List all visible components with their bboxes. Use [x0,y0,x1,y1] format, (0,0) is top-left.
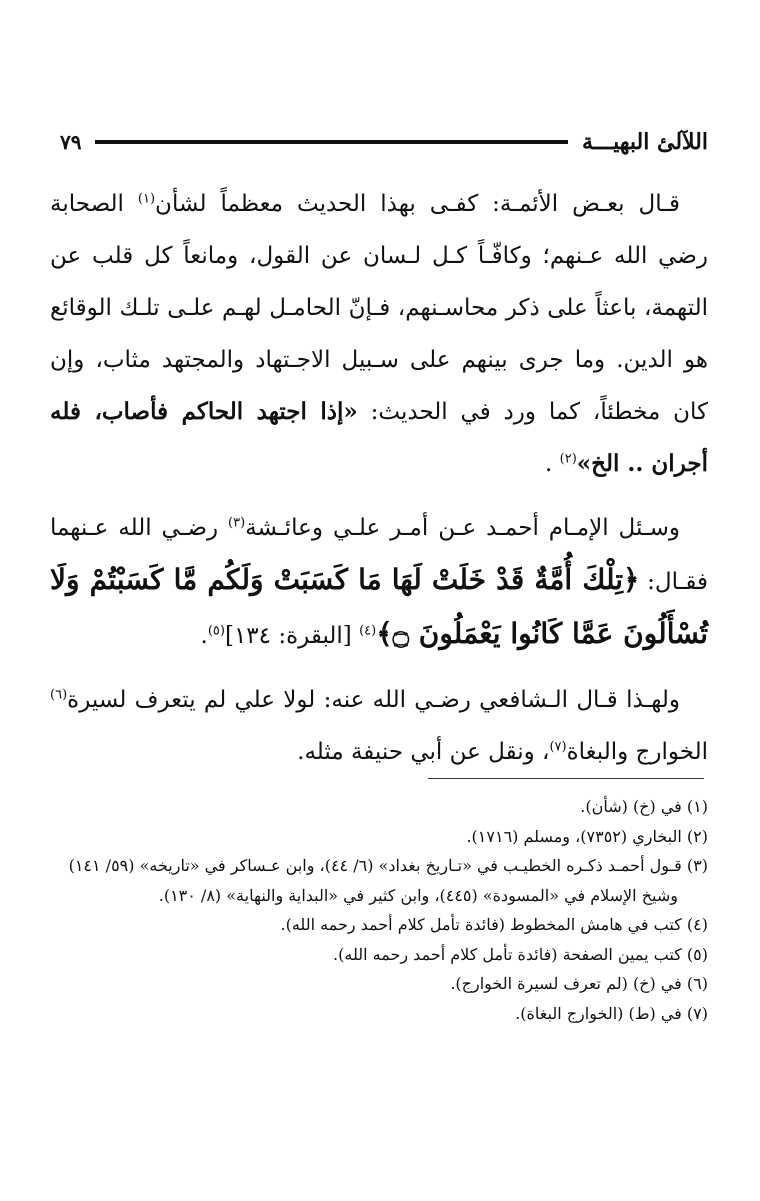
footnote-5: (٥) كتب يمين الصفحة (فائدة تأمل كلام أحمد رحمه الله). [333,944,708,964]
footnote-7: (٧) في (ط) (الخوارج البغاة). [515,1003,708,1023]
paragraph-3 [50,674,708,778]
footnote-ref-5: (٥) [207,623,225,639]
p3-text-b: الخوارج والبغاة [566,739,708,765]
p1-text-a: قـال بعـض الأئمـة: كفـى بهذا الحديث معظماً لشأن [155,191,680,217]
page-header [60,122,708,162]
footnote-3-continued: وشيخ الإسلام في «المسودة» (٤٤٥)، وابن كثير في «البداية والنهاية» (٨/ ١٣٠). [158,885,678,905]
footnotes [50,792,708,1028]
footnote-ref-6: (٦) [50,687,68,703]
footnote-separator [428,778,704,779]
quran-citation: [البقرة: ١٣٤] [224,623,360,649]
p2-text-c: . [200,623,208,649]
running-title: اللآلئ البهيـــة [581,129,708,155]
footnote-6: (٦) في (خ) (لم تعرف لسيرة الخوارج). [450,974,708,993]
p1-text-c: . [545,451,560,477]
p2-text-b: رضـي الله عـنهما فقـال: [50,515,708,595]
p1-text-b: الصحابة رضي الله عـنهم؛ وكافّـاً كـل لـسان عن القول، ومانعاً كل قلب عن التهمة، باعثاً على ذكر محاسـنهم، فـإنّ الحامـل لهـم علـى تلـك الوقائع هو الدين. وما جرى بينهم على سـبيل الاجـتهاد والمجتهد مثاب، وإن كان مخطئاً، كما ورد في الحديث: [50,191,708,425]
paragraph-2 [50,502,708,662]
footnote-ref-1: (١) [137,191,156,207]
footnote-ref-7: (٧) [549,739,567,755]
p3-text-c: ، ونقل عن أبي حنيفة مثله. [297,739,550,765]
footnote-3: (٣) قـول أحمـد ذكـره الخطيـب في «تـاريخ بغداد» (٦/ ٤٤)، وابن عـساكر في «تاريخه» (٥٩/ ١٤١) [68,856,708,875]
footnote-4: (٤) كتب في هامش المخطوط (فائدة تأمل كلام أحمد رحمه الله). [280,915,708,934]
header-rule [95,140,568,144]
page-number: ٧٩ [60,130,82,154]
footnote-ref-4: (٤) [359,623,377,639]
footnote-1: (١) في (خ) (شأن). [580,797,708,816]
paragraph-1 [50,178,708,490]
quran-verse: ﴿تِلْكَ أُمَّةٌ قَدْ خَلَتْ لَهَا مَا كَسَبَتْ وَلَكُم مَّا كَسَبْتُمْ وَلَا تُسْأَلُونَ عَمَّا كَانُوا يَعْمَلُونَ ۝﴾ [50,563,708,650]
hadith-quote: «إذا اجتهد الحاكم فأصاب، فله أجران .. الخ» [50,398,708,477]
footnote-ref-3: (٣) [228,515,246,531]
p2-text-a: وسـئل الإمـام أحمـد عـن أمـر علـي وعائـشة [245,515,680,541]
p3-text-a: ولهـذا قـال الـشافعي رضـي الله عنه: لولا علي لم يتعرف لسيرة [67,687,680,713]
main-text [50,178,708,778]
footnote-2: (٢) البخاري (٧٣٥٢)، ومسلم (١٧١٦). [466,826,708,846]
footnote-ref-2: (٢) [559,451,577,467]
